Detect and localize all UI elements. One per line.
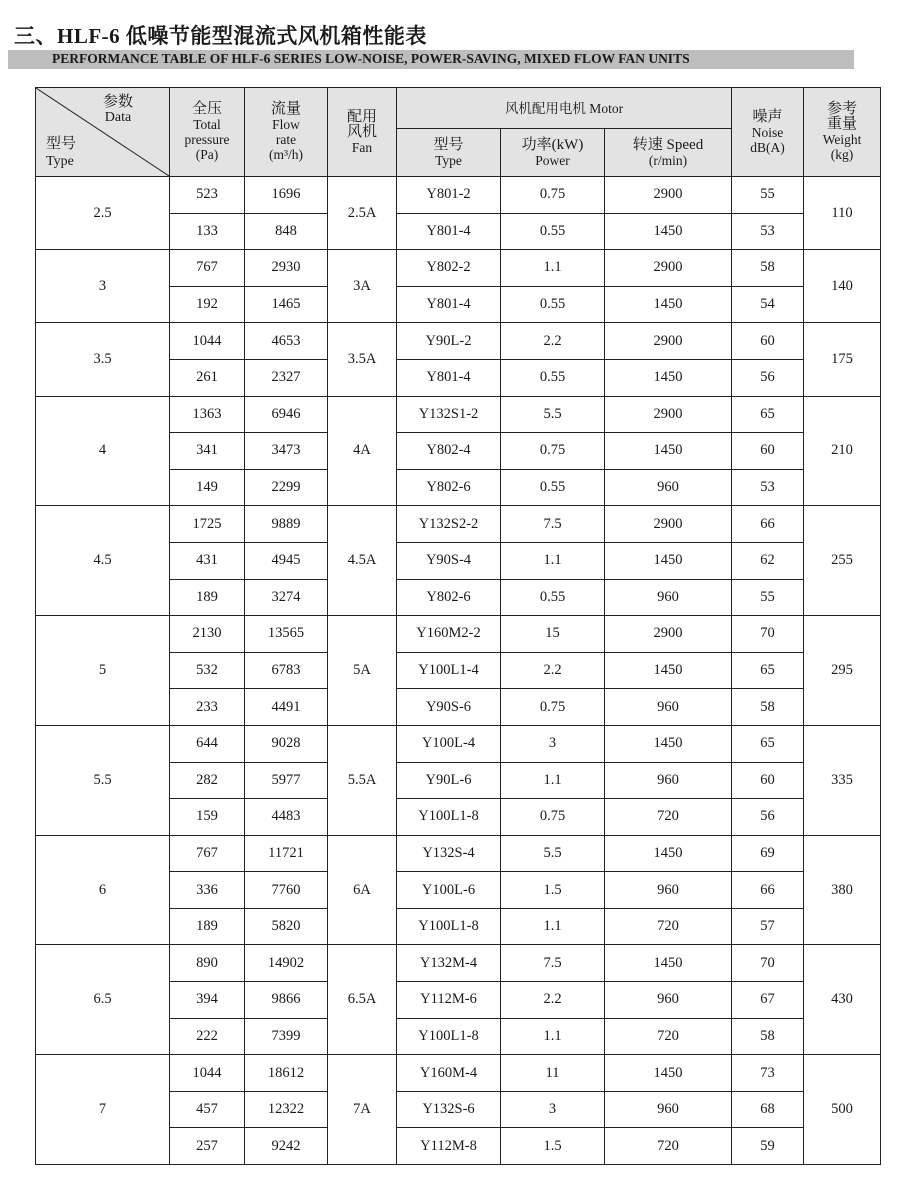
model-cell: 5.5 (36, 725, 170, 835)
power-cell: 7.5 (501, 945, 605, 982)
performance-table (35, 87, 881, 1165)
flow-cell: 6946 (245, 396, 328, 433)
table-row (36, 396, 881, 433)
motor-cell: Y100L-4 (397, 725, 501, 762)
table-row (36, 250, 881, 287)
fan-cell: 7A (328, 1055, 397, 1165)
motor-cell: Y90L-6 (397, 762, 501, 799)
motor-cell: Y132S-6 (397, 1091, 501, 1128)
type-label: 型号 Type (46, 136, 77, 169)
noise-cell: 67 (732, 982, 804, 1019)
noise-cell: 58 (732, 250, 804, 287)
speed-cell: 1450 (605, 542, 732, 579)
flow-cell: 13565 (245, 616, 328, 653)
flow-cell: 11721 (245, 835, 328, 872)
noise-cell: 57 (732, 908, 804, 945)
weight-cell: 295 (804, 616, 881, 726)
header-flow-rate: 流量 Flow rate (m³/h) (245, 88, 328, 177)
speed-cell: 1450 (605, 433, 732, 470)
motor-cell: Y90S-4 (397, 542, 501, 579)
weight-cell: 255 (804, 506, 881, 616)
pressure-cell: 523 (170, 177, 245, 214)
flow-cell: 9889 (245, 506, 328, 543)
pressure-cell: 457 (170, 1091, 245, 1128)
model-cell: 3 (36, 250, 170, 323)
pressure-cell: 257 (170, 1128, 245, 1165)
table-header (36, 88, 881, 177)
flow-cell: 2327 (245, 359, 328, 396)
fan-cell: 3.5A (328, 323, 397, 396)
power-cell: 0.55 (501, 469, 605, 506)
fan-cell: 2.5A (328, 177, 397, 250)
motor-cell: Y90L-2 (397, 323, 501, 360)
speed-cell: 2900 (605, 250, 732, 287)
motor-cell: Y100L1-8 (397, 1018, 501, 1055)
noise-cell: 68 (732, 1091, 804, 1128)
model-cell: 7 (36, 1055, 170, 1165)
motor-cell: Y132M-4 (397, 945, 501, 982)
power-cell: 0.55 (501, 579, 605, 616)
noise-cell: 53 (732, 469, 804, 506)
power-cell: 0.55 (501, 213, 605, 250)
noise-cell: 70 (732, 945, 804, 982)
flow-cell: 9028 (245, 725, 328, 762)
noise-cell: 69 (732, 835, 804, 872)
noise-cell: 66 (732, 872, 804, 909)
motor-cell: Y100L-6 (397, 872, 501, 909)
flow-cell: 18612 (245, 1055, 328, 1092)
weight-cell: 500 (804, 1055, 881, 1165)
noise-cell: 53 (732, 213, 804, 250)
speed-cell: 2900 (605, 506, 732, 543)
flow-cell: 12322 (245, 1091, 328, 1128)
speed-cell: 2900 (605, 323, 732, 360)
speed-cell: 960 (605, 762, 732, 799)
power-cell: 1.1 (501, 908, 605, 945)
noise-cell: 56 (732, 799, 804, 836)
power-cell: 1.5 (501, 872, 605, 909)
power-cell: 1.1 (501, 250, 605, 287)
speed-cell: 960 (605, 579, 732, 616)
motor-cell: Y112M-8 (397, 1128, 501, 1165)
power-cell: 0.75 (501, 433, 605, 470)
header-power: 功率(kW) Power (501, 129, 605, 177)
speed-cell: 960 (605, 982, 732, 1019)
speed-cell: 960 (605, 689, 732, 726)
fan-cell: 4.5A (328, 506, 397, 616)
noise-cell: 60 (732, 433, 804, 470)
fan-cell: 5A (328, 616, 397, 726)
weight-cell: 335 (804, 725, 881, 835)
flow-cell: 6783 (245, 652, 328, 689)
flow-cell: 7399 (245, 1018, 328, 1055)
pressure-cell: 1725 (170, 506, 245, 543)
speed-cell: 960 (605, 469, 732, 506)
speed-cell: 2900 (605, 616, 732, 653)
motor-cell: Y132S2-2 (397, 506, 501, 543)
motor-cell: Y132S-4 (397, 835, 501, 872)
pressure-cell: 149 (170, 469, 245, 506)
motor-cell: Y802-4 (397, 433, 501, 470)
flow-cell: 2299 (245, 469, 328, 506)
pressure-cell: 1044 (170, 323, 245, 360)
noise-cell: 55 (732, 579, 804, 616)
noise-cell: 62 (732, 542, 804, 579)
motor-cell: Y801-2 (397, 177, 501, 214)
noise-cell: 54 (732, 286, 804, 323)
speed-cell: 960 (605, 872, 732, 909)
weight-cell: 430 (804, 945, 881, 1055)
table-row (36, 323, 881, 360)
flow-cell: 1465 (245, 286, 328, 323)
motor-cell: Y160M-4 (397, 1055, 501, 1092)
model-cell: 4.5 (36, 506, 170, 616)
table-row (36, 506, 881, 543)
power-cell: 3 (501, 1091, 605, 1128)
speed-cell: 1450 (605, 286, 732, 323)
power-cell: 0.75 (501, 799, 605, 836)
noise-cell: 65 (732, 725, 804, 762)
table-body (36, 177, 881, 1165)
noise-cell: 65 (732, 396, 804, 433)
power-cell: 0.75 (501, 689, 605, 726)
speed-cell: 720 (605, 1128, 732, 1165)
motor-cell: Y801-4 (397, 286, 501, 323)
model-cell: 2.5 (36, 177, 170, 250)
pressure-cell: 189 (170, 908, 245, 945)
motor-cell: Y90S-6 (397, 689, 501, 726)
noise-cell: 58 (732, 1018, 804, 1055)
speed-cell: 960 (605, 1091, 732, 1128)
model-cell: 6 (36, 835, 170, 945)
flow-cell: 14902 (245, 945, 328, 982)
pressure-cell: 282 (170, 762, 245, 799)
header-weight: 参考 重量 Weight (kg) (804, 88, 881, 177)
pressure-cell: 336 (170, 872, 245, 909)
power-cell: 1.5 (501, 1128, 605, 1165)
pressure-cell: 133 (170, 213, 245, 250)
pressure-cell: 189 (170, 579, 245, 616)
motor-cell: Y801-4 (397, 359, 501, 396)
fan-cell: 6.5A (328, 945, 397, 1055)
speed-cell: 2900 (605, 396, 732, 433)
pressure-cell: 767 (170, 835, 245, 872)
model-cell: 3.5 (36, 323, 170, 396)
motor-cell: Y802-6 (397, 469, 501, 506)
power-cell: 3 (501, 725, 605, 762)
speed-cell: 1450 (605, 213, 732, 250)
pressure-cell: 2130 (170, 616, 245, 653)
flow-cell: 5820 (245, 908, 328, 945)
speed-cell: 720 (605, 799, 732, 836)
header-speed: 转速 Speed (r/min) (605, 129, 732, 177)
speed-cell: 1450 (605, 359, 732, 396)
power-cell: 0.55 (501, 359, 605, 396)
pressure-cell: 644 (170, 725, 245, 762)
motor-cell: Y100L1-8 (397, 799, 501, 836)
speed-cell: 720 (605, 908, 732, 945)
flow-cell: 4653 (245, 323, 328, 360)
noise-cell: 65 (732, 652, 804, 689)
power-cell: 5.5 (501, 835, 605, 872)
weight-cell: 380 (804, 835, 881, 945)
noise-cell: 66 (732, 506, 804, 543)
header-total-pressure: 全压 Total pressure (Pa) (170, 88, 245, 177)
fan-cell: 3A (328, 250, 397, 323)
flow-cell: 9242 (245, 1128, 328, 1165)
header-fan: 配用 风机 Fan (328, 88, 397, 177)
weight-cell: 210 (804, 396, 881, 506)
power-cell: 2.2 (501, 323, 605, 360)
speed-cell: 720 (605, 1018, 732, 1055)
speed-cell: 1450 (605, 725, 732, 762)
flow-cell: 4945 (245, 542, 328, 579)
pressure-cell: 1363 (170, 396, 245, 433)
table-row (36, 835, 881, 872)
flow-cell: 4483 (245, 799, 328, 836)
power-cell: 0.55 (501, 286, 605, 323)
fan-cell: 4A (328, 396, 397, 506)
table-row (36, 945, 881, 982)
pressure-cell: 159 (170, 799, 245, 836)
power-cell: 5.5 (501, 396, 605, 433)
pressure-cell: 233 (170, 689, 245, 726)
flow-cell: 848 (245, 213, 328, 250)
pressure-cell: 890 (170, 945, 245, 982)
motor-cell: Y802-6 (397, 579, 501, 616)
fan-cell: 6A (328, 835, 397, 945)
speed-cell: 2900 (605, 177, 732, 214)
speed-cell: 1450 (605, 945, 732, 982)
weight-cell: 175 (804, 323, 881, 396)
power-cell: 11 (501, 1055, 605, 1092)
motor-cell: Y802-2 (397, 250, 501, 287)
page-title: 三、HLF-6 低噪节能型混流式风机箱性能表 (14, 24, 427, 48)
flow-cell: 1696 (245, 177, 328, 214)
header-noise: 噪声 Noise dB(A) (732, 88, 804, 177)
power-cell: 2.2 (501, 982, 605, 1019)
model-cell: 6.5 (36, 945, 170, 1055)
pressure-cell: 532 (170, 652, 245, 689)
flow-cell: 3473 (245, 433, 328, 470)
power-cell: 1.1 (501, 762, 605, 799)
flow-cell: 9866 (245, 982, 328, 1019)
noise-cell: 60 (732, 762, 804, 799)
pressure-cell: 431 (170, 542, 245, 579)
table-row (36, 725, 881, 762)
motor-cell: Y160M2-2 (397, 616, 501, 653)
pressure-cell: 394 (170, 982, 245, 1019)
pressure-cell: 341 (170, 433, 245, 470)
motor-cell: Y132S1-2 (397, 396, 501, 433)
pressure-cell: 222 (170, 1018, 245, 1055)
noise-cell: 59 (732, 1128, 804, 1165)
model-cell: 5 (36, 616, 170, 726)
motor-cell: Y100L1-4 (397, 652, 501, 689)
motor-cell: Y112M-6 (397, 982, 501, 1019)
fan-cell: 5.5A (328, 725, 397, 835)
noise-cell: 73 (732, 1055, 804, 1092)
table-row (36, 177, 881, 214)
power-cell: 1.1 (501, 1018, 605, 1055)
noise-cell: 58 (732, 689, 804, 726)
weight-cell: 140 (804, 250, 881, 323)
flow-cell: 3274 (245, 579, 328, 616)
motor-cell: Y801-4 (397, 213, 501, 250)
weight-cell: 110 (804, 177, 881, 250)
pressure-cell: 1044 (170, 1055, 245, 1092)
noise-cell: 55 (732, 177, 804, 214)
page-subtitle: PERFORMANCE TABLE OF HLF-6 SERIES LOW-NOISE, POWER-SAVING, MIXED FLOW FAN UNITS (52, 51, 690, 66)
flow-cell: 7760 (245, 872, 328, 909)
flow-cell: 4491 (245, 689, 328, 726)
motor-cell: Y100L1-8 (397, 908, 501, 945)
power-cell: 0.75 (501, 177, 605, 214)
power-cell: 1.1 (501, 542, 605, 579)
table-row (36, 1055, 881, 1092)
speed-cell: 1450 (605, 652, 732, 689)
model-cell: 4 (36, 396, 170, 506)
noise-cell: 60 (732, 323, 804, 360)
power-cell: 2.2 (501, 652, 605, 689)
pressure-cell: 192 (170, 286, 245, 323)
power-cell: 15 (501, 616, 605, 653)
header-motor-group: 风机配用电机 Motor (397, 88, 732, 129)
noise-cell: 70 (732, 616, 804, 653)
flow-cell: 5977 (245, 762, 328, 799)
power-cell: 7.5 (501, 506, 605, 543)
speed-cell: 1450 (605, 1055, 732, 1092)
corner-header (36, 88, 170, 177)
table-row (36, 616, 881, 653)
flow-cell: 2930 (245, 250, 328, 287)
pressure-cell: 767 (170, 250, 245, 287)
noise-cell: 56 (732, 359, 804, 396)
params-label: 参数 Data (102, 94, 133, 125)
header-motor-type: 型号 Type (397, 129, 501, 177)
pressure-cell: 261 (170, 359, 245, 396)
speed-cell: 1450 (605, 835, 732, 872)
